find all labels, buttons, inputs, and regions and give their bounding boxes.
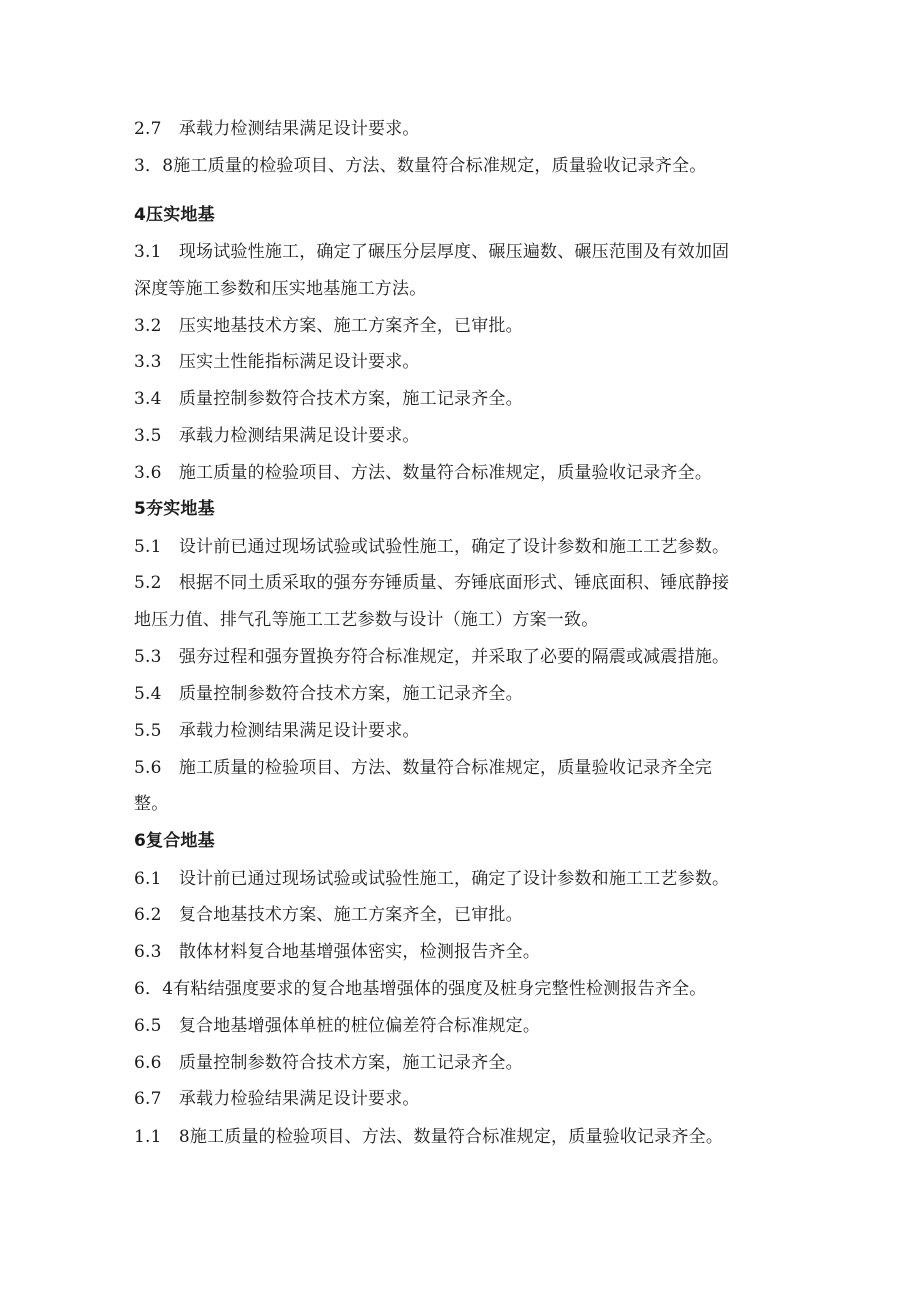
section-heading-compacted-foundation: 4压实地基 xyxy=(134,205,215,225)
clause-5-2-continued: 地压力值、排气孔等施工工艺参数与设计（施工）方案一致。 xyxy=(134,610,599,630)
clause-5-4: 5.4 质量控制参数符合技术方案，施工记录齐全。 xyxy=(134,684,523,704)
clause-3-5: 3.5 承载力检测结果满足设计要求。 xyxy=(134,426,420,446)
clause-3-3: 3.3 压实土性能指标满足设计要求。 xyxy=(134,352,420,372)
clause-5-5: 5.5 承载力检测结果满足设计要求。 xyxy=(134,721,420,741)
clause-6-7: 6.7 承载力检验结果满足设计要求。 xyxy=(134,1089,420,1109)
clause-3-4: 3.4 质量控制参数符合技术方案，施工记录齐全。 xyxy=(134,389,523,409)
clause-3-8: 3．8施工质量的检验项目、方法、数量符合标准规定，质量验收记录齐全。 xyxy=(134,156,707,176)
clause-1-1-8: 1.1 8施工质量的检验项目、方法、数量符合标准规定，质量验收记录齐全。 xyxy=(134,1127,724,1147)
section-heading-composite-foundation: 6复合地基 xyxy=(134,831,215,851)
clause-5-2: 5.2 根据不同土质采取的强夯夯锤质量、夯锤底面形式、锤底面积、锤底静接 xyxy=(134,573,730,593)
clause-5-6: 5.6 施工质量的检验项目、方法、数量符合标准规定，质量验收记录齐全完 xyxy=(134,758,713,778)
clause-6-3: 6.3 散体材料复合地基增强体密实，检测报告齐全。 xyxy=(134,942,541,962)
clause-3-1-continued: 深度等施工参数和压实地基施工方法。 xyxy=(134,279,427,299)
clause-6-1: 6.1 设计前已通过现场试验或试验性施工，确定了设计参数和施工工艺参数。 xyxy=(134,869,730,889)
clause-3-6: 3.6 施工质量的检验项目、方法、数量符合标准规定，质量验收记录齐全。 xyxy=(134,463,713,483)
section-heading-rammed-foundation: 5夯实地基 xyxy=(134,499,215,519)
clause-6-4: 6．4有粘结强度要求的复合地基增强体的强度及桩身完整性检测报告齐全。 xyxy=(134,979,707,999)
clause-3-1: 3.1 现场试验性施工，确定了碾压分层厚度、碾压遍数、碾压范围及有效加固 xyxy=(134,242,730,262)
clause-5-3: 5.3 强夯过程和强夯置换夯符合标准规定，并采取了必要的隔震或减震措施。 xyxy=(134,647,730,667)
clause-6-2: 6.2 复合地基技术方案、施工方案齐全，已审批。 xyxy=(134,905,523,925)
clause-5-1: 5.1 设计前已通过现场试验或试验性施工，确定了设计参数和施工工艺参数。 xyxy=(134,537,730,557)
clause-2-7: 2.7 承载力检测结果满足设计要求。 xyxy=(134,119,420,139)
clause-3-2: 3.2 压实地基技术方案、施工方案齐全，已审批。 xyxy=(134,316,523,336)
clause-6-6: 6.6 质量控制参数符合技术方案，施工记录齐全。 xyxy=(134,1053,523,1073)
clause-5-6-continued: 整。 xyxy=(134,794,169,814)
clause-6-5: 6.5 复合地基增强体单桩的桩位偏差符合标准规定。 xyxy=(134,1016,541,1036)
